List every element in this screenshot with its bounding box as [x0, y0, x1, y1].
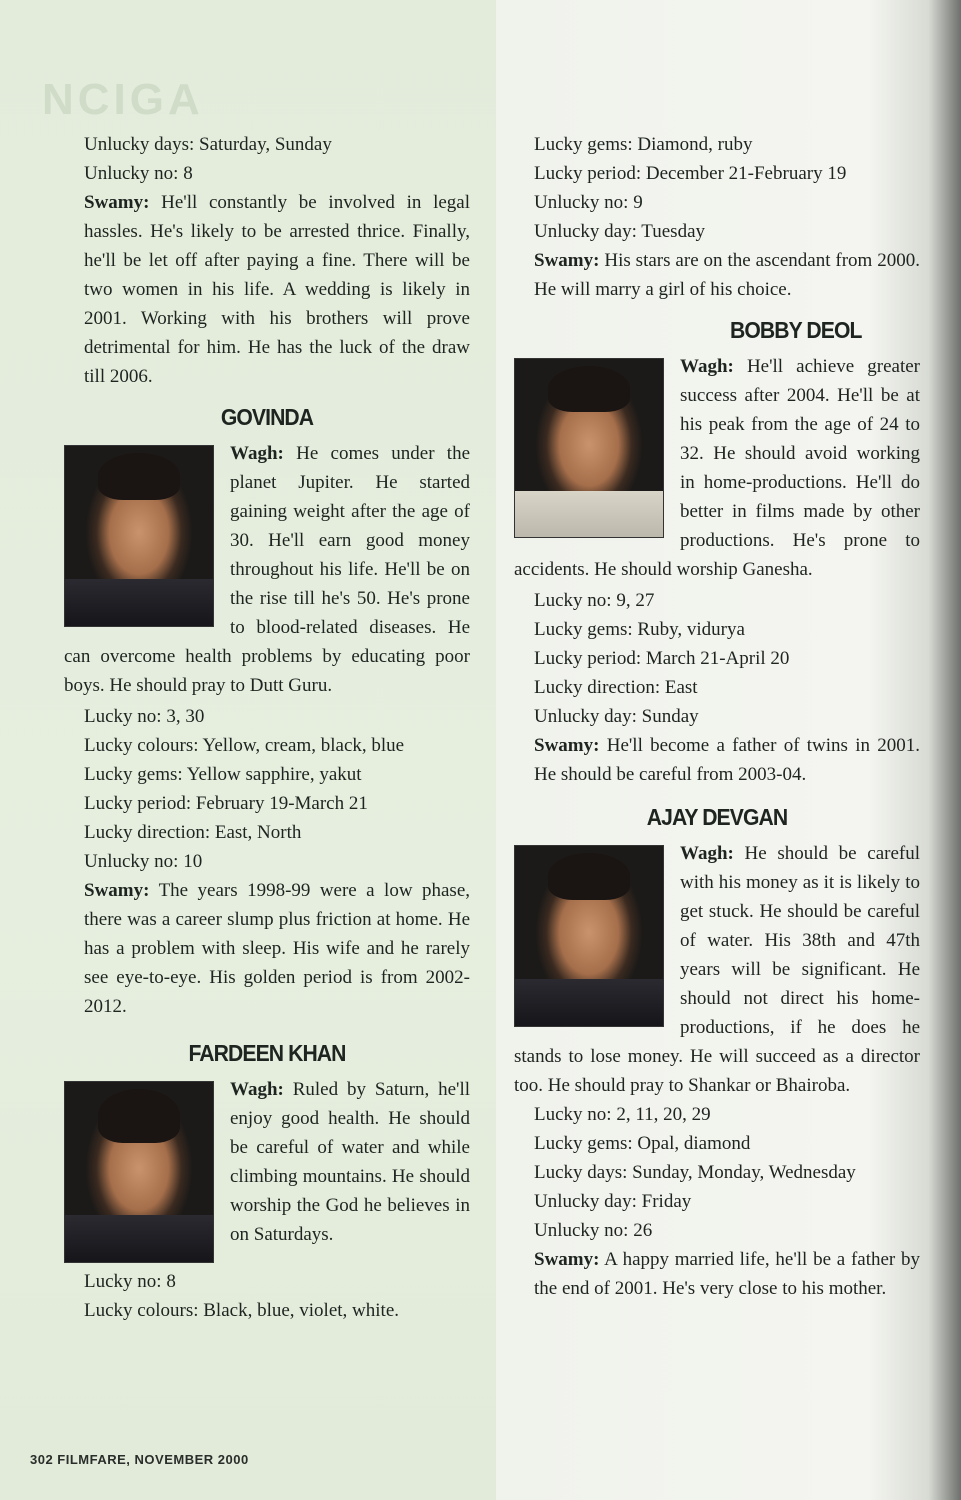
swamy-text: The years 1998-99 were a low phase, there was a career slump plus friction at home. He has a problem with sleep. His wife and he rarely see eye-to-eye. His golden period is from 2002-2012.: [84, 880, 470, 1017]
fact-line: Lucky no: 2, 11, 20, 29: [534, 1104, 711, 1125]
fact-line: Lucky period: February 19-March 21: [84, 793, 368, 814]
fact-line: Lucky gems: Opal, diamond: [534, 1133, 751, 1154]
wagh-text: He should be careful with his money as it is likely to get stuck. He should be careful of water. His 38th and 47th years will be significant. He should not direct his home-productions, if he does he stands to lose money. He will succeed as a director too. He should pray to Shankar or Bhairoba.: [514, 843, 921, 1096]
swamy-text: A happy married life, he'll be a father by the end of 2001. He's very close to his mother.: [534, 1249, 920, 1299]
fact-line: Lucky direction: East, North: [84, 822, 302, 843]
fardeen-section: [64, 1075, 470, 1267]
swamy-paragraph: [514, 1245, 920, 1303]
wagh-label: Wagh:: [230, 443, 284, 464]
fact-line: Unlucky days: Saturday, Sunday: [84, 134, 332, 155]
right-column: [514, 130, 920, 1303]
fact-line: Unlucky day: Tuesday: [534, 221, 705, 242]
wagh-label: Wagh:: [230, 1079, 284, 1100]
fact-line: Lucky no: 3, 30: [84, 706, 205, 727]
fact-line: Lucky colours: Black, blue, violet, white.: [84, 1300, 400, 1321]
fact-line: Lucky direction: East: [534, 677, 698, 698]
wagh-label: Wagh:: [680, 843, 734, 864]
fact-line: Lucky no: 9, 27: [534, 590, 655, 611]
swamy-label: Swamy:: [84, 880, 150, 901]
heading-govinda: GOVINDA: [220, 404, 314, 430]
ajay-section: [514, 839, 920, 1100]
fact-line: Unlucky day: Friday: [534, 1191, 692, 1212]
swamy-text: He'll constantly be involved in legal hassles. He's likely to be arrested thrice. Finally, he'll be let off after paying a fine. There will be two women in his life. A wedding is likely in 2001. Working with his brothers will prove detrimental for him. He has the luck of the draw till 2006.: [84, 192, 471, 387]
wagh-text: He'll achieve greater success after 2004. He'll be at his peak from the age of 24 to 32. He should avoid working in home-productions. He'll do better in films made by other productions. He's prone to accidents. He should worship Ganesha.: [514, 356, 920, 580]
bobby-section: [514, 352, 920, 584]
swamy-text: He'll become a father of twins in 2001. He should be careful from 2003-04.: [534, 735, 920, 785]
fact-line: Lucky period: March 21-April 20: [534, 648, 790, 669]
fact-line: Lucky gems: Diamond, ruby: [534, 134, 753, 155]
wagh-label: Wagh:: [680, 356, 734, 377]
swamy-label: Swamy:: [534, 1249, 600, 1270]
page-footer: 302 FILMFARE, NOVEMBER 2000: [30, 1452, 249, 1467]
swamy-paragraph: [64, 876, 470, 1021]
faded-watermark: NCIGA: [42, 75, 204, 124]
heading-ajay-devgan: AJAY DEVGAN: [646, 804, 788, 830]
fact-line: Unlucky no: 10: [84, 851, 203, 872]
fact-line: Unlucky no: 9: [534, 192, 643, 213]
fact-line: Lucky colours: Yellow, cream, black, blue: [84, 735, 405, 756]
fact-line: Lucky no: 8: [84, 1271, 176, 1292]
left-column: [64, 130, 470, 1325]
fardeen-khan-photo: [64, 1081, 214, 1263]
fact-line: Lucky days: Sunday, Monday, Wednesday: [534, 1162, 856, 1183]
fact-line: Lucky gems: Ruby, vidurya: [534, 619, 745, 640]
govinda-section: [64, 439, 470, 700]
swamy-paragraph: [514, 246, 920, 304]
bobby-deol-photo: [514, 358, 664, 538]
fact-line: Unlucky no: 8: [84, 163, 193, 184]
swamy-paragraph: [64, 188, 470, 391]
fact-line: Unlucky day: Sunday: [534, 706, 699, 727]
swamy-paragraph: [514, 731, 920, 789]
fact-line: Lucky gems: Yellow sapphire, yakut: [84, 764, 362, 785]
swamy-label: Swamy:: [84, 192, 150, 213]
govinda-photo: [64, 445, 214, 627]
fact-line: Lucky period: December 21-February 19: [534, 163, 847, 184]
ajay-devgan-photo: [514, 845, 664, 1027]
heading-fardeen-khan: FARDEEN KHAN: [188, 1040, 346, 1066]
wagh-text: He comes under the planet Jupiter. He started gaining weight after the age of 30. He'll earn good money throughout his life. He'll be on the rise till he's 50. He's prone to blood-related diseases. He can overcome health problems by educating poor boys. He should pray to Dutt Guru.: [64, 443, 471, 696]
heading-bobby-deol: BOBBY DEOL: [730, 317, 862, 343]
swamy-label: Swamy:: [534, 735, 600, 756]
wagh-text: Ruled by Saturn, he'll enjoy good health. He should be careful of water and while climbing mountains. He should worship the God he believes in on Saturdays.: [230, 1079, 471, 1245]
swamy-text: His stars are on the ascendant from 2000. He will marry a girl of his choice.: [534, 250, 921, 300]
fact-line: Unlucky no: 26: [534, 1220, 653, 1241]
swamy-label: Swamy:: [534, 250, 600, 271]
